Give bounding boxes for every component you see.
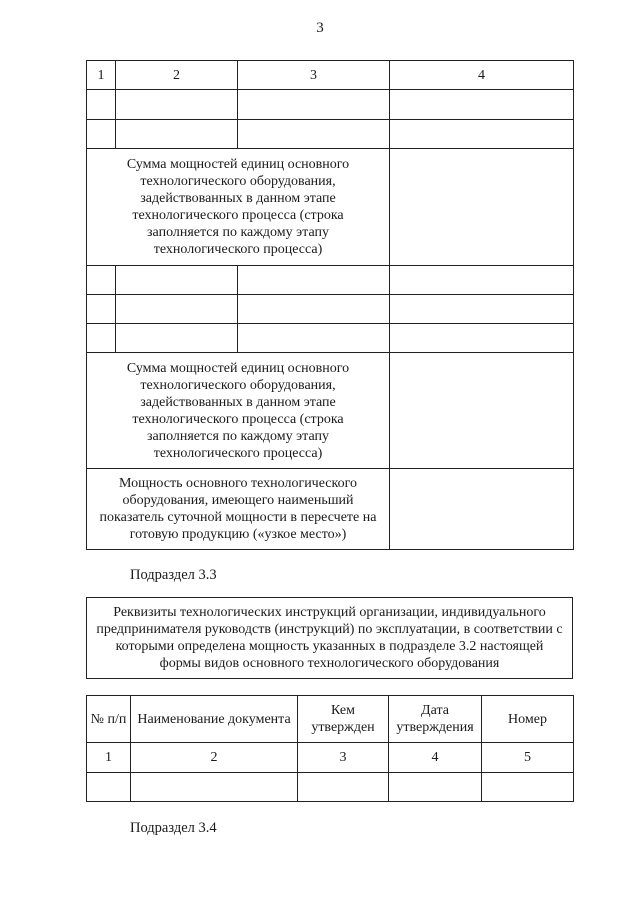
table-cell (238, 324, 390, 353)
column-header-document-name: Наименование документа (131, 696, 298, 743)
column-header-number: № п/п (87, 696, 131, 743)
summary-value-cell (390, 149, 574, 266)
instructions-header-text: Реквизиты технологических инструкций организации, индивидуального предпринимателя руководств (инструкций) по эксплуатации, в соответствии с которыми определена мощность указанных в подразделе 3.2 настоящей формы видов основного технологического оборудования (87, 598, 573, 679)
table-cell (116, 266, 238, 295)
table-cell (116, 324, 238, 353)
column-header-approval-date: Дата утверждения (389, 696, 482, 743)
table-cell (238, 90, 390, 120)
summary-value-cell (390, 353, 574, 469)
instructions-header-table (86, 597, 573, 679)
table-cell (87, 266, 116, 295)
equipment-table (86, 60, 574, 550)
documents-table (86, 695, 574, 802)
table-cell (131, 773, 298, 802)
table-cell (390, 324, 574, 353)
table-row (87, 120, 574, 149)
table-row (87, 324, 574, 353)
column-number-3: 3 (238, 61, 390, 90)
table-row (87, 266, 574, 295)
table-row (87, 773, 574, 802)
bottleneck-label: Мощность основного технологического оборудования, имеющего наименьший показатель суточной мощности в пересчете на готовую продукцию («узкое место») (87, 469, 390, 550)
bottleneck-row (87, 469, 574, 550)
table-row (87, 90, 574, 120)
column-index: 3 (298, 743, 389, 773)
summary-label: Сумма мощностей единиц основного технологического оборудования, задействованных в данном этапе технологического процесса (строка заполняется по каждому этапу технологического процесса) (87, 149, 390, 266)
summary-row (87, 149, 574, 266)
table-cell (390, 120, 574, 149)
column-number-4: 4 (390, 61, 574, 90)
table-header-row (87, 696, 574, 743)
table-cell (390, 266, 574, 295)
table-cell (87, 295, 116, 324)
bottleneck-value-cell (390, 469, 574, 550)
table-cell (87, 90, 116, 120)
table-cell (87, 324, 116, 353)
table-row (87, 295, 574, 324)
table-cell (116, 295, 238, 324)
summary-label: Сумма мощностей единиц основного технологического оборудования, задействованных в данном этапе технологического процесса (строка заполняется по каждому этапу технологического процесса) (87, 353, 390, 469)
subsection-3-4-title: Подраздел 3.4 (130, 820, 217, 836)
numbering-row (87, 743, 574, 773)
table-cell (116, 90, 238, 120)
table-cell (87, 773, 131, 802)
column-index: 5 (482, 743, 574, 773)
table-cell (298, 773, 389, 802)
column-index: 4 (389, 743, 482, 773)
table-cell (390, 90, 574, 120)
column-number-2: 2 (116, 61, 238, 90)
table-cell (389, 773, 482, 802)
page-number: 3 (316, 20, 324, 36)
column-number-1: 1 (87, 61, 116, 90)
table-cell (482, 773, 574, 802)
summary-row (87, 353, 574, 469)
column-header-approved-by: Кем утвержден (298, 696, 389, 743)
table-cell (238, 295, 390, 324)
column-header-doc-number: Номер (482, 696, 574, 743)
column-index: 1 (87, 743, 131, 773)
table-header-row (87, 61, 574, 90)
column-index: 2 (131, 743, 298, 773)
subsection-3-3-title: Подраздел 3.3 (130, 567, 217, 583)
table-cell (116, 120, 238, 149)
table-cell (87, 120, 116, 149)
table-cell (390, 295, 574, 324)
table-cell (238, 266, 390, 295)
table-cell (238, 120, 390, 149)
